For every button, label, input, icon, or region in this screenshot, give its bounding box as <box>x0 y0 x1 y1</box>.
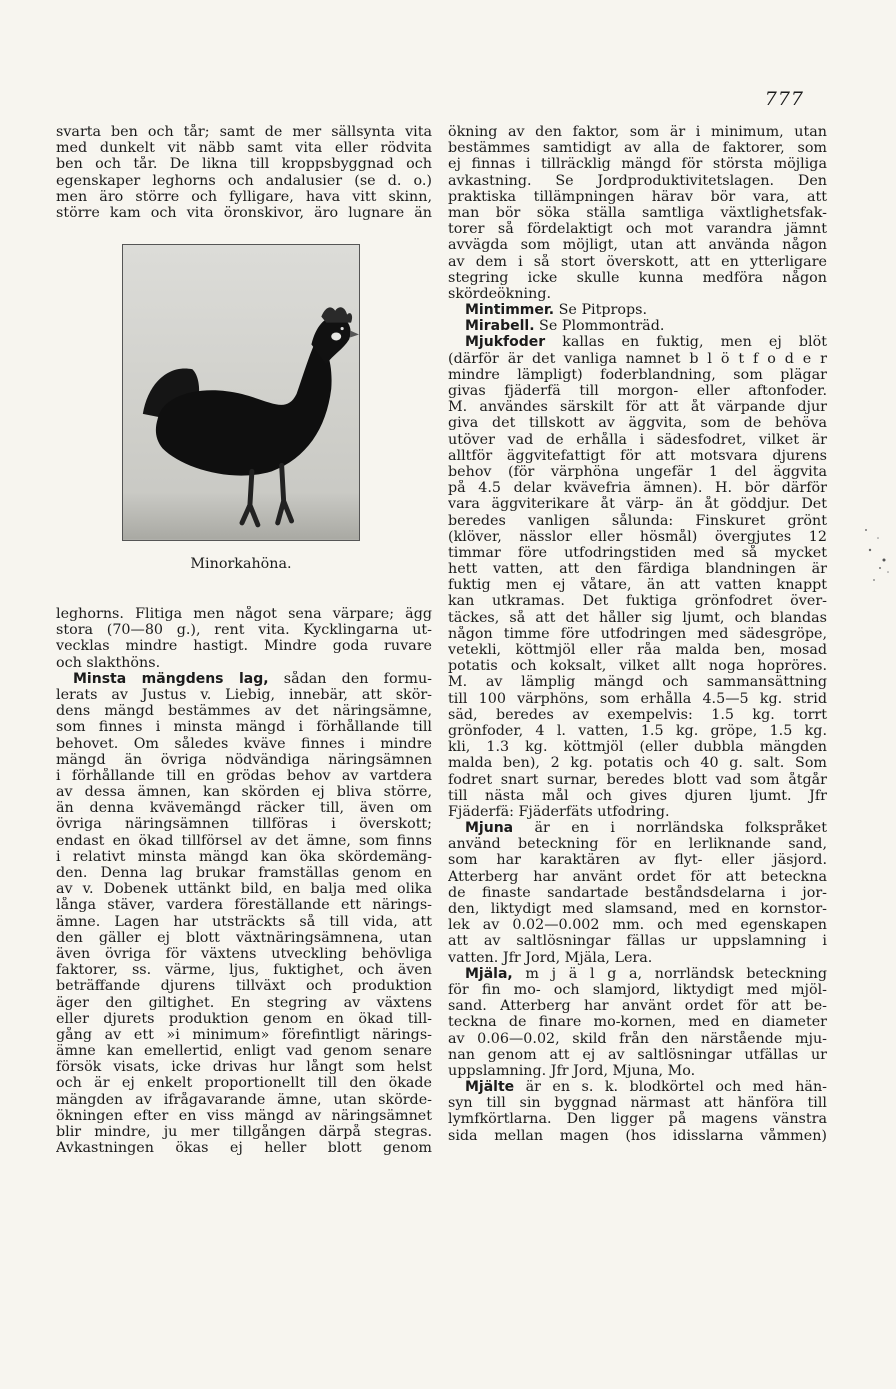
text-line: Atterberg har använt ordet för att beteckna <box>448 868 827 885</box>
text-line: den gäller ej blott växtnäringsämnena, utan <box>56 929 432 946</box>
hen-illustration <box>123 245 359 540</box>
text-line: större kam och vita öronskivor, äro lugnare än <box>56 204 432 221</box>
text-line: sand. Atterberg har använt ordet för att be- <box>448 998 827 1015</box>
text-line: (därför är det vanliga namnet b l ö t f o d e r <box>448 350 827 367</box>
text-line: använd beteckning för en lerliknande sand, <box>448 836 827 853</box>
text-line: torer så fördelaktigt och mot varandra jämnt <box>448 221 827 238</box>
text-line: även övriga för växtens utveckling behövliga <box>56 945 432 962</box>
text-line: vara äggviterikare åt värp- än åt göddjur. Det <box>448 496 827 513</box>
text-line: avkastning. Se Jordproduktivitetslagen. Den <box>448 172 827 189</box>
text-line: leghorns. Flitiga men något sena värpare; ägg <box>56 606 432 622</box>
text-line: utöver vad de erhålla i sädesfodret, vilket är <box>448 431 827 448</box>
text-line: hett vatten, att den färdiga blandningen är <box>448 561 827 578</box>
text-line: ämne. Lagen har utsträckts så till vida, att <box>56 913 432 930</box>
text-line: säd, beredes av exempelvis: 1.5 kg. torrt <box>448 706 827 723</box>
headword: Minsta mängdens lag, <box>73 670 269 687</box>
text-line: ökningen efter en viss mängd av näringsämnet <box>56 1107 432 1124</box>
text-line: långa stäver, vardera föreställande ett närings- <box>56 897 432 914</box>
headword: Mjukfoder <box>465 334 546 351</box>
text-line: och slakthöns. <box>56 654 161 671</box>
text-line: kan utkramas. Det fuktiga grönfodret över- <box>448 593 827 610</box>
text-line: skördeökning. <box>448 285 552 302</box>
text-line: praktiska tillämpningen härav bör vara, att <box>448 188 827 205</box>
text-line: som finnes i minsta mängd i förhållande till <box>56 719 432 736</box>
text-line: gång av ett »i minimum» förefintligt närings- <box>56 1026 432 1043</box>
entry-minsta-mangdens-lag: Minsta mängdens lag, sådan den formu- <box>73 670 432 687</box>
text-line: dens mängd bestämmes av det näringsämne, <box>56 703 432 720</box>
text-line: till nästa mål och gives djuren ljumt. Jfr <box>448 787 827 804</box>
text-line: ej finnas i tillräcklig mängd för största möjliga <box>448 156 827 173</box>
text-line: Avkastningen ökas ej heller blott genom <box>56 1140 432 1157</box>
text-line: av dessa ämnen, kan skörden ej bliva större, <box>56 784 432 801</box>
text-line: de finaste sandartade beståndsdelarna i jor- <box>448 884 827 901</box>
text-line: stora (70—80 g.), rent vita. Kycklingarna ut- <box>56 622 432 639</box>
entry-mjalte: Mjälte är en s. k. blodkörtel och med hän- <box>465 1079 827 1096</box>
text-line: fuktig men ej våtare, än att vatten knappt <box>448 577 827 594</box>
figure-caption: Minorkahöna. <box>190 556 292 572</box>
text-line: giva det tillskott av äggvita, som de behöva <box>448 415 827 432</box>
headword: Mintimmer. <box>465 302 555 319</box>
text-line: mindre lämpligt) foderblandning, som plägar <box>448 366 827 383</box>
text-line: beträffande djurens tillväxt och produktion <box>56 978 432 995</box>
text-line: bestämmes samtidigt av alla de faktorer, som <box>448 140 827 157</box>
text-line: än denna kvävemängd räcker till, även om <box>56 800 432 817</box>
text-line: ämne kan emellertid, enligt vad genom senare <box>56 1043 432 1060</box>
text-line: givas fjäderfä till morgon- eller aftonfoder. <box>448 383 827 399</box>
text-line: vecklas mindre hastigt. Mindre goda ruvare <box>56 638 432 655</box>
text-line: stegring icke skulle kunna medföra någon <box>448 269 827 286</box>
text-line: potatis och koksalt, vilket allt noga hopröres. <box>448 658 827 675</box>
text-line: beredes vanligen sålunda: Finskuret grönt <box>448 512 827 529</box>
text-line: kli, 1.3 kg. köttmjöl (eller dubbla mängden <box>448 739 827 756</box>
text-line: med dunkelt vit näbb samt vita eller rödvita <box>56 140 432 157</box>
page-number: 777 <box>764 88 804 110</box>
text-line: äger den giltighet. En stegring av växtens <box>56 994 432 1011</box>
text-line: mängden av ifrågavarande ämne, utan skörde- <box>56 1091 432 1108</box>
left-column-top <box>56 124 432 221</box>
text-line: uppslamning. Jfr Jord, Mjuna, Mo. <box>448 1062 696 1079</box>
text-line: av dem i så stort överskott, att en ytterligare <box>448 253 827 270</box>
text-line: blir mindre, ju mer tillgången därpå stegras. <box>56 1124 432 1140</box>
left-column-lower <box>56 606 432 1156</box>
text-line: timmar före utfodringstiden med så mycket <box>448 544 827 561</box>
text-line: eller djurets produktion genom en ökad till- <box>56 1010 432 1027</box>
text-line: vatten. Jfr Jord, Mjäla, Lera. <box>448 949 653 966</box>
text-line: mängd än övriga nödvändiga näringsämnen <box>56 751 432 768</box>
text-line: nan genom att ej av saltlösningar utfällas ur <box>448 1046 827 1063</box>
text-line: som har karaktären av flyt- eller jäsjord. <box>448 852 827 869</box>
text-line: faktorer, ss. värme, ljus, fuktighet, och även <box>56 962 432 979</box>
headword: Mjäla, <box>465 965 513 982</box>
text-line: M. användes särskilt för att åt värpande djur <box>448 399 827 416</box>
entry-mjuna: Mjuna är en i norrländska folkspråket <box>465 820 827 837</box>
text-line: av v. Dobenek uttänkt bild, en balja med olika <box>56 881 432 898</box>
text-line: ben och tår. De likna till kroppsbyggnad och <box>56 156 432 173</box>
headword: Mirabell. <box>465 318 535 335</box>
text-line: behovet. Om således kväve finnes i mindre <box>56 735 432 752</box>
text-line: till 100 värphöns, som erhålla 4.5—5 kg. strid <box>448 690 827 707</box>
text-line: man bör söka ställa samtliga växtlighetsfak- <box>448 204 827 221</box>
text-line: i förhållande till en grödas behov av vartdera <box>56 767 432 784</box>
entry-mjala: Mjäla, m j ä l g a, norrländsk beteckning <box>465 965 827 982</box>
text-line: i relativt minsta mängd kan öka skördemäng- <box>56 848 432 865</box>
text-line: lek av 0.02—0.002 mm. och med egenskapen <box>448 917 827 934</box>
text-line: men äro större och fylligare, hava vitt skinn, <box>56 188 432 205</box>
text-line: endast en ökad tillförsel av det ämne, som finns <box>56 832 432 849</box>
text-line: övriga näringsämnen tillföras i överskott; <box>56 816 432 833</box>
paper-speckle <box>856 520 892 600</box>
headword: Mjuna <box>465 820 514 837</box>
headword: Mjälte <box>465 1079 515 1096</box>
text-line: grönfoder, 4 l. vatten, 1.5 kg. gröpe, 1.5 kg. <box>448 722 827 739</box>
text-line: avvägda som möjligt, utan att använda någon <box>448 237 827 254</box>
text-line: den. Denna lag brukar framställas genom en <box>56 865 432 881</box>
entry-mjukfoder: Mjukfoder kallas en fuktig, men ej blöt <box>465 334 827 351</box>
text-line: att av saltlösningar fällas ur uppslamning i <box>448 933 827 950</box>
text-line: Fjäderfä: Fjäderfäts utfodring. <box>448 803 670 820</box>
right-column <box>448 124 827 1144</box>
minorca-hen-photo <box>122 244 360 541</box>
text-line: försök visats, icke drivas hur långt som helst <box>56 1059 432 1076</box>
text-line: och är ej enkelt proportionellt till den ökade <box>56 1075 432 1092</box>
text-line: täckes, så att det håller sig ljumt, och blandas <box>448 609 827 626</box>
text-line: svarta ben och tår; samt de mer sällsynta vita <box>56 124 432 140</box>
text-line: sida mellan magen (hos idisslarna våmmen) <box>448 1127 827 1144</box>
text-line: teckna de finare mo-kornen, med en diameter <box>448 1014 827 1031</box>
text-line: alltför äggvitefattigt för att motsvara djurens <box>448 447 827 464</box>
text-line: fodret snart surnar, beredes blott vad som åtgår <box>448 771 827 788</box>
text-line: malda ben), 2 kg. potatis och 40 g. salt. Som <box>448 755 827 772</box>
text-line: av 0.06—0.02, skild från den närstående mju- <box>448 1030 827 1047</box>
entry-mintimmer: Mintimmer. Se Pitprops. <box>465 302 648 319</box>
text-line: M. av lämplig mängd och sammansättning <box>448 674 827 691</box>
text-line: lerats av Justus v. Liebig, innebär, att skör- <box>56 686 432 703</box>
text-line: någon timme före utfodringen med sädesgröpe, <box>448 625 827 642</box>
text-line: syn till sin byggnad närmast att hänföra till <box>448 1095 827 1112</box>
entry-mirabell: Mirabell. Se Plommonträd. <box>465 318 665 335</box>
text-line: behov (för värphöna ungefär 1 del äggvita <box>448 463 827 480</box>
text-line: lymfkörtlarna. Den ligger på magens vänstra <box>448 1111 827 1128</box>
text-line: den, liktydigt med slamsand, med en kornstor- <box>448 901 827 917</box>
text-line: egenskaper leghorns och andalusier (se d. o.) <box>56 172 432 189</box>
text-line: ökning av den faktor, som är i minimum, utan <box>448 124 827 140</box>
text-line: (klöver, nässlor eller hösmål) övergjutes 12 <box>448 528 827 545</box>
text-line: vetekli, köttmjöl eller råa malda ben, mosad <box>448 642 827 658</box>
text-line: för fin mo- och slamjord, liktydigt med mjöl- <box>448 981 827 998</box>
text-line: på 4.5 delar kvävefria ämnen). H. bör därför <box>448 480 827 497</box>
